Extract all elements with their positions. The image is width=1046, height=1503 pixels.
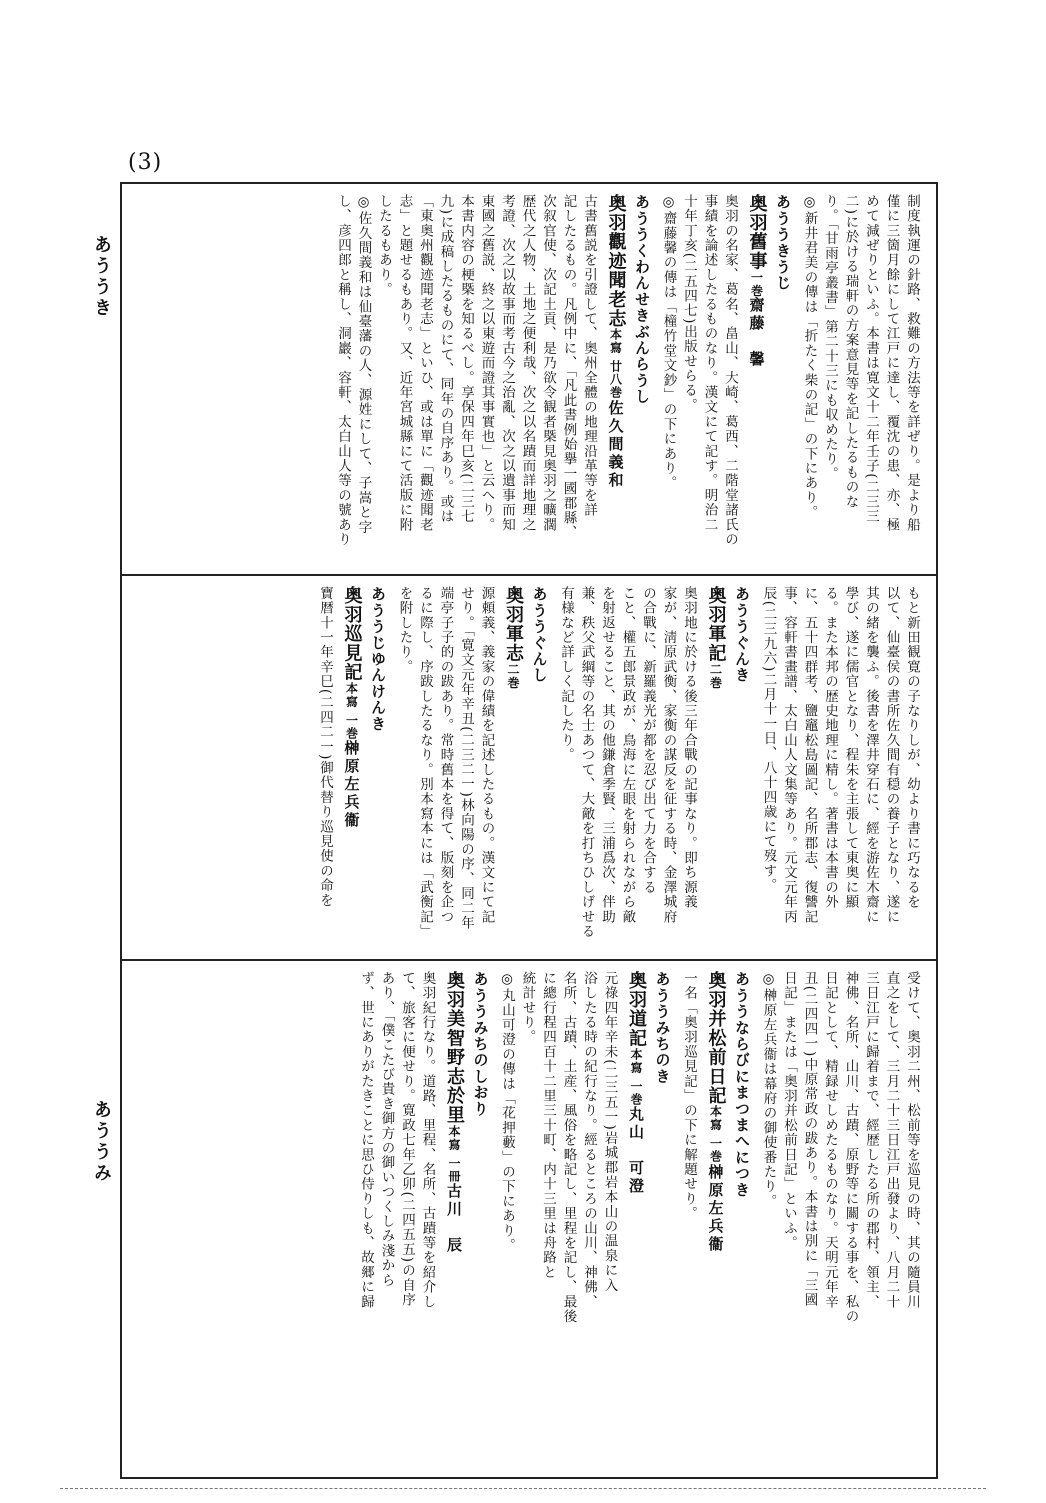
entry-title-text: 奥羽美智野志於里 xyxy=(444,971,465,1125)
entry-text-line: ◎丸山可澄の傳は「花押藪」の下にあり。 xyxy=(499,971,515,1253)
entry-text-line: 元祿四年辛未(二三五一)岩城郡岩本山の温泉に入 xyxy=(601,971,618,1293)
entry-text-line: ◎佐久間義和は仙臺藩の人、源姓にして、子嵩と字 xyxy=(355,194,372,535)
entry-text-line: るに際し、序跋したるなり。別本寫本には「武衡記」 xyxy=(417,586,433,939)
text-line: 日記」または「奥羽并松前日記」といふ。 xyxy=(781,971,797,1251)
entry-volume: 本寫 一巻 xyxy=(629,1047,643,1106)
text-line: ◎榊原左兵衞は幕府の御使番たり。 xyxy=(760,971,777,1209)
entry-author: 佐久間義和 xyxy=(606,399,625,490)
entry-text-line: 浴したる時の紀行なり。經るところの山川、神佛、 xyxy=(581,971,597,1310)
scan-bottom-rule xyxy=(60,1488,986,1489)
entry-text-line: 名所、古蹟、土産、風俗を略記し、里程を記し、最後 xyxy=(560,971,577,1324)
entry-text-line: 志」と題せるもあり。又、近年宮城縣にて活版に附 xyxy=(396,194,413,533)
entry-text-line: 統計せり。 xyxy=(519,971,536,1045)
entry-title xyxy=(746,194,767,566)
entry-volume: 本寫 廿八巻 xyxy=(608,328,623,400)
text-line: ◎新井君美の傳は「折たく柴の記」の下にあり。 xyxy=(801,194,818,520)
entry-text-line: 九)に成稿したるものにて、同年の自序あり。或は xyxy=(437,194,454,524)
entry-volume: 本寫 一巻 xyxy=(344,682,359,741)
text-line: 受けて、奥羽二州、松前等を巡見の時、其の隨員川 xyxy=(904,971,920,1310)
entry-reading: あううぐんし xyxy=(530,586,549,684)
entry-text-line: 奥羽の名家、葛名、畠山、大崎、葛西、二階堂諸氏の xyxy=(722,194,738,547)
text-line: 僅に三箇月餘にして江戸に達し、覆沈の患、亦、極 xyxy=(883,194,900,533)
entry-author: 丸山 可澄 xyxy=(627,1106,645,1196)
entry-text-line: あり、「僕こたび貴き御方の御いつくしみ淺から xyxy=(378,971,395,1288)
text-line: 制度執運の針路、救難の方法等を詳ぜり。是より船 xyxy=(904,194,920,533)
text-line: めて減ぜりといふ。本書は寛文十二年壬子(二三三 xyxy=(863,194,879,524)
entry-text-line: 考證、次之以故事而考古今之治亂、次之以遺事而知 xyxy=(499,194,515,533)
text-line: 學び、遂に儒官となり、程朱を主張して東奥に顯 xyxy=(842,586,859,910)
entry-text-line: 十年丁亥(二五四七)出版せらる。 xyxy=(681,194,697,413)
text-line: 以て、仙臺侯の書所佐久間有穏の養子となり、遂に xyxy=(883,586,900,925)
entry-text-line: 古書舊説を引證して、奥州全體の地理沿革等を詳 xyxy=(581,194,597,518)
entry-title xyxy=(705,586,726,951)
index-heading-top: あううき xyxy=(91,235,112,319)
text-line: 日記として、精録せしめたるものなり。天明元年辛 xyxy=(822,971,838,1310)
entry-text-line: 奥羽地に於ける後三年合戰の記事なり。即ち源義 xyxy=(681,586,697,910)
entry-volume: 二巻 xyxy=(708,662,723,690)
entry-text-line: の合戰に、新羅義光が都を忍び出て力を合する xyxy=(640,586,656,895)
entry-text-line: て、旅客に便せり。寛政七年乙卯(二四五五)の自序 xyxy=(399,971,415,1308)
entry-reading: あううじゆんけんき xyxy=(369,586,387,732)
entry-volume: 二巻 xyxy=(506,662,520,690)
entry-title-text: 奥羽舊事 xyxy=(746,194,768,271)
entry-text-line: 有様など詳しく記したり。 xyxy=(558,586,574,763)
entry-title xyxy=(705,971,726,1467)
entry-title xyxy=(605,194,626,566)
entry-title xyxy=(626,971,647,1467)
text-line: 丑(二四四一)中原常政の跋あり。本書は別に「三國 xyxy=(801,971,818,1308)
entry-text-line: 記したるもの。凡例中に、「凡此書例始擧一國郡縣、 xyxy=(560,194,577,541)
entry-volume: 本寫 一巻 xyxy=(708,1105,723,1164)
section-1 xyxy=(122,184,936,576)
text-line: り。「甘雨亭叢書」第二十三にも収めたり。 xyxy=(822,194,838,482)
entry-text-line: 一名「奥羽巡見記」の下に解題せり。 xyxy=(681,971,697,1221)
entry-text-line: 事績を論述したるものなり。漢文にて記す。明治二 xyxy=(701,194,718,533)
entry-text-line: せり。「寛文元年辛丑(二三二一)林向陽の序、同二年 xyxy=(458,586,474,931)
section-2 xyxy=(122,576,936,961)
entry-author: 榊原左兵衞 xyxy=(342,740,361,831)
entry-reading: あううきうじ xyxy=(774,194,792,292)
entry-reading: あううみちのしおり xyxy=(471,971,490,1117)
entry-text-line: し、彦四郎と稱し、洞巖、容軒、太白山人等の號あり xyxy=(335,194,351,547)
entry-text-line: 歴代之人物、土地之便利哉、次之以名蹟而詳地理之 xyxy=(519,194,536,533)
text-line: 辰(二三九六)二月十一日、八十四歳にて歿す。 xyxy=(760,586,777,893)
entry-text-line: ◎齋藤馨の傳は「橦竹堂文鈔」の下にあり。 xyxy=(660,194,677,491)
text-line: 三日江戸に歸着まで、經歴したる所の郡村、領主、 xyxy=(863,971,879,1310)
entry-reading: あううみちのき xyxy=(653,971,672,1085)
entry-text-line: を射返せること、其の他鎌倉季賢、三浦爲次、伴助 xyxy=(599,586,615,925)
entry-volume: 本寫 一冊 xyxy=(447,1124,461,1183)
text-line: に、五十四群考、鹽竈松島圖記、名所郡志、復讐記 xyxy=(801,586,818,925)
entry-text-line: 源頼義、義家の偉績を記述したるもの。漢文にて記 xyxy=(478,586,495,925)
text-line: もと新田観寛の子なりしが、幼より書に巧なるを xyxy=(904,586,920,910)
entry-reading: あううくわんせきぶんらうし xyxy=(633,194,651,405)
entry-title-text: 奥羽巡見記 xyxy=(341,586,363,682)
entry-title xyxy=(341,586,362,951)
entry-reading: あううならびにまつまへにつき xyxy=(733,971,751,1198)
text-line: る。また本邦の歴史地理に精し。著書は本書の外 xyxy=(822,586,838,910)
entry-text-line: 本書内容の梗槩を知るべし。享保四年巳亥(二三七 xyxy=(458,194,474,524)
entry-text-line: 「東奥州觀迹聞老志」といひ、或は單に「觀迹聞老 xyxy=(417,194,433,533)
entry-title xyxy=(444,971,465,1467)
index-heading-bottom: あううみ xyxy=(91,1100,112,1184)
entry-text-line: 端亭子子的の跋あり。常時舊本を得て、版刻を企つ xyxy=(437,586,454,925)
entry-reading: あううぐんき xyxy=(733,586,751,684)
entry-text-line: に總行程四百十二里三十町、内十三里は舟路と xyxy=(540,971,556,1280)
entry-text-line: 寶暦十一年辛巳(二四二一)御代替り巡見使の命を xyxy=(317,586,333,908)
entry-text-line: こと、權五郎景政が、鳥海に左眼を射られながら敵 xyxy=(619,586,636,925)
entry-title-text: 奥羽軍記 xyxy=(705,586,727,663)
text-line: 其の緒を襲ふ。後書を澤井穿石に、經を游佐木齋に xyxy=(863,586,879,925)
entry-volume: 一巻 xyxy=(749,270,764,298)
entry-text-line: を附したり。 xyxy=(396,586,413,675)
entry-text-line: 次叙官使、次記土貢、是乃欲令観者槩見奥羽之曠濶 xyxy=(540,194,556,533)
rule-2 xyxy=(120,959,938,961)
entry-title-text: 奥羽軍志 xyxy=(503,586,524,663)
entry-text-line: 家が、淸原武衡、家衡の謀反を征する時、金澤城府 xyxy=(660,586,677,925)
entry-author: 古川 辰 xyxy=(445,1182,463,1255)
entry-text-line: 奥羽紀行なり。道路、里程、名所、古蹟等を紹介し xyxy=(419,971,436,1310)
page-frame xyxy=(120,182,938,1479)
entry-title-text: 奥羽道記 xyxy=(626,971,647,1048)
entry-text-line: 兼、秩父武綱等の名士あつて、大敵を打ちひしげせる xyxy=(578,586,595,939)
entry-text-line: ず、世にありがたきことに思ひ侍りしも、故郷に歸 xyxy=(358,971,374,1310)
text-line: 二)に於ける瑞軒の方案意見等を記したるものな xyxy=(842,194,859,510)
entry-title xyxy=(503,586,524,951)
entry-author: 齋藤 馨 xyxy=(747,297,766,370)
rule-1 xyxy=(120,574,938,576)
text-line: 事、容軒書畫譜、太白山人文集等あり。元文元年丙 xyxy=(781,586,797,925)
page-number: (3) xyxy=(128,150,163,175)
entry-text-line: したるもあり。 xyxy=(376,194,392,297)
entry-title-text: 奥羽觀迹聞老志 xyxy=(605,194,627,329)
entry-text-line: 東國之舊説、終之以東遊而證其事實也」と云へり。 xyxy=(478,194,495,533)
text-line: 神佛、名所、山川、古蹟、原野等に關する事を、私の xyxy=(842,971,859,1324)
entry-title-text: 奥羽并松前日記 xyxy=(705,971,727,1106)
entry-author: 榊原左兵衞 xyxy=(706,1163,725,1254)
text-line: 直之をして、三月二十三日江戸出發より、八月二十 xyxy=(883,971,900,1310)
section-3 xyxy=(122,961,936,1477)
